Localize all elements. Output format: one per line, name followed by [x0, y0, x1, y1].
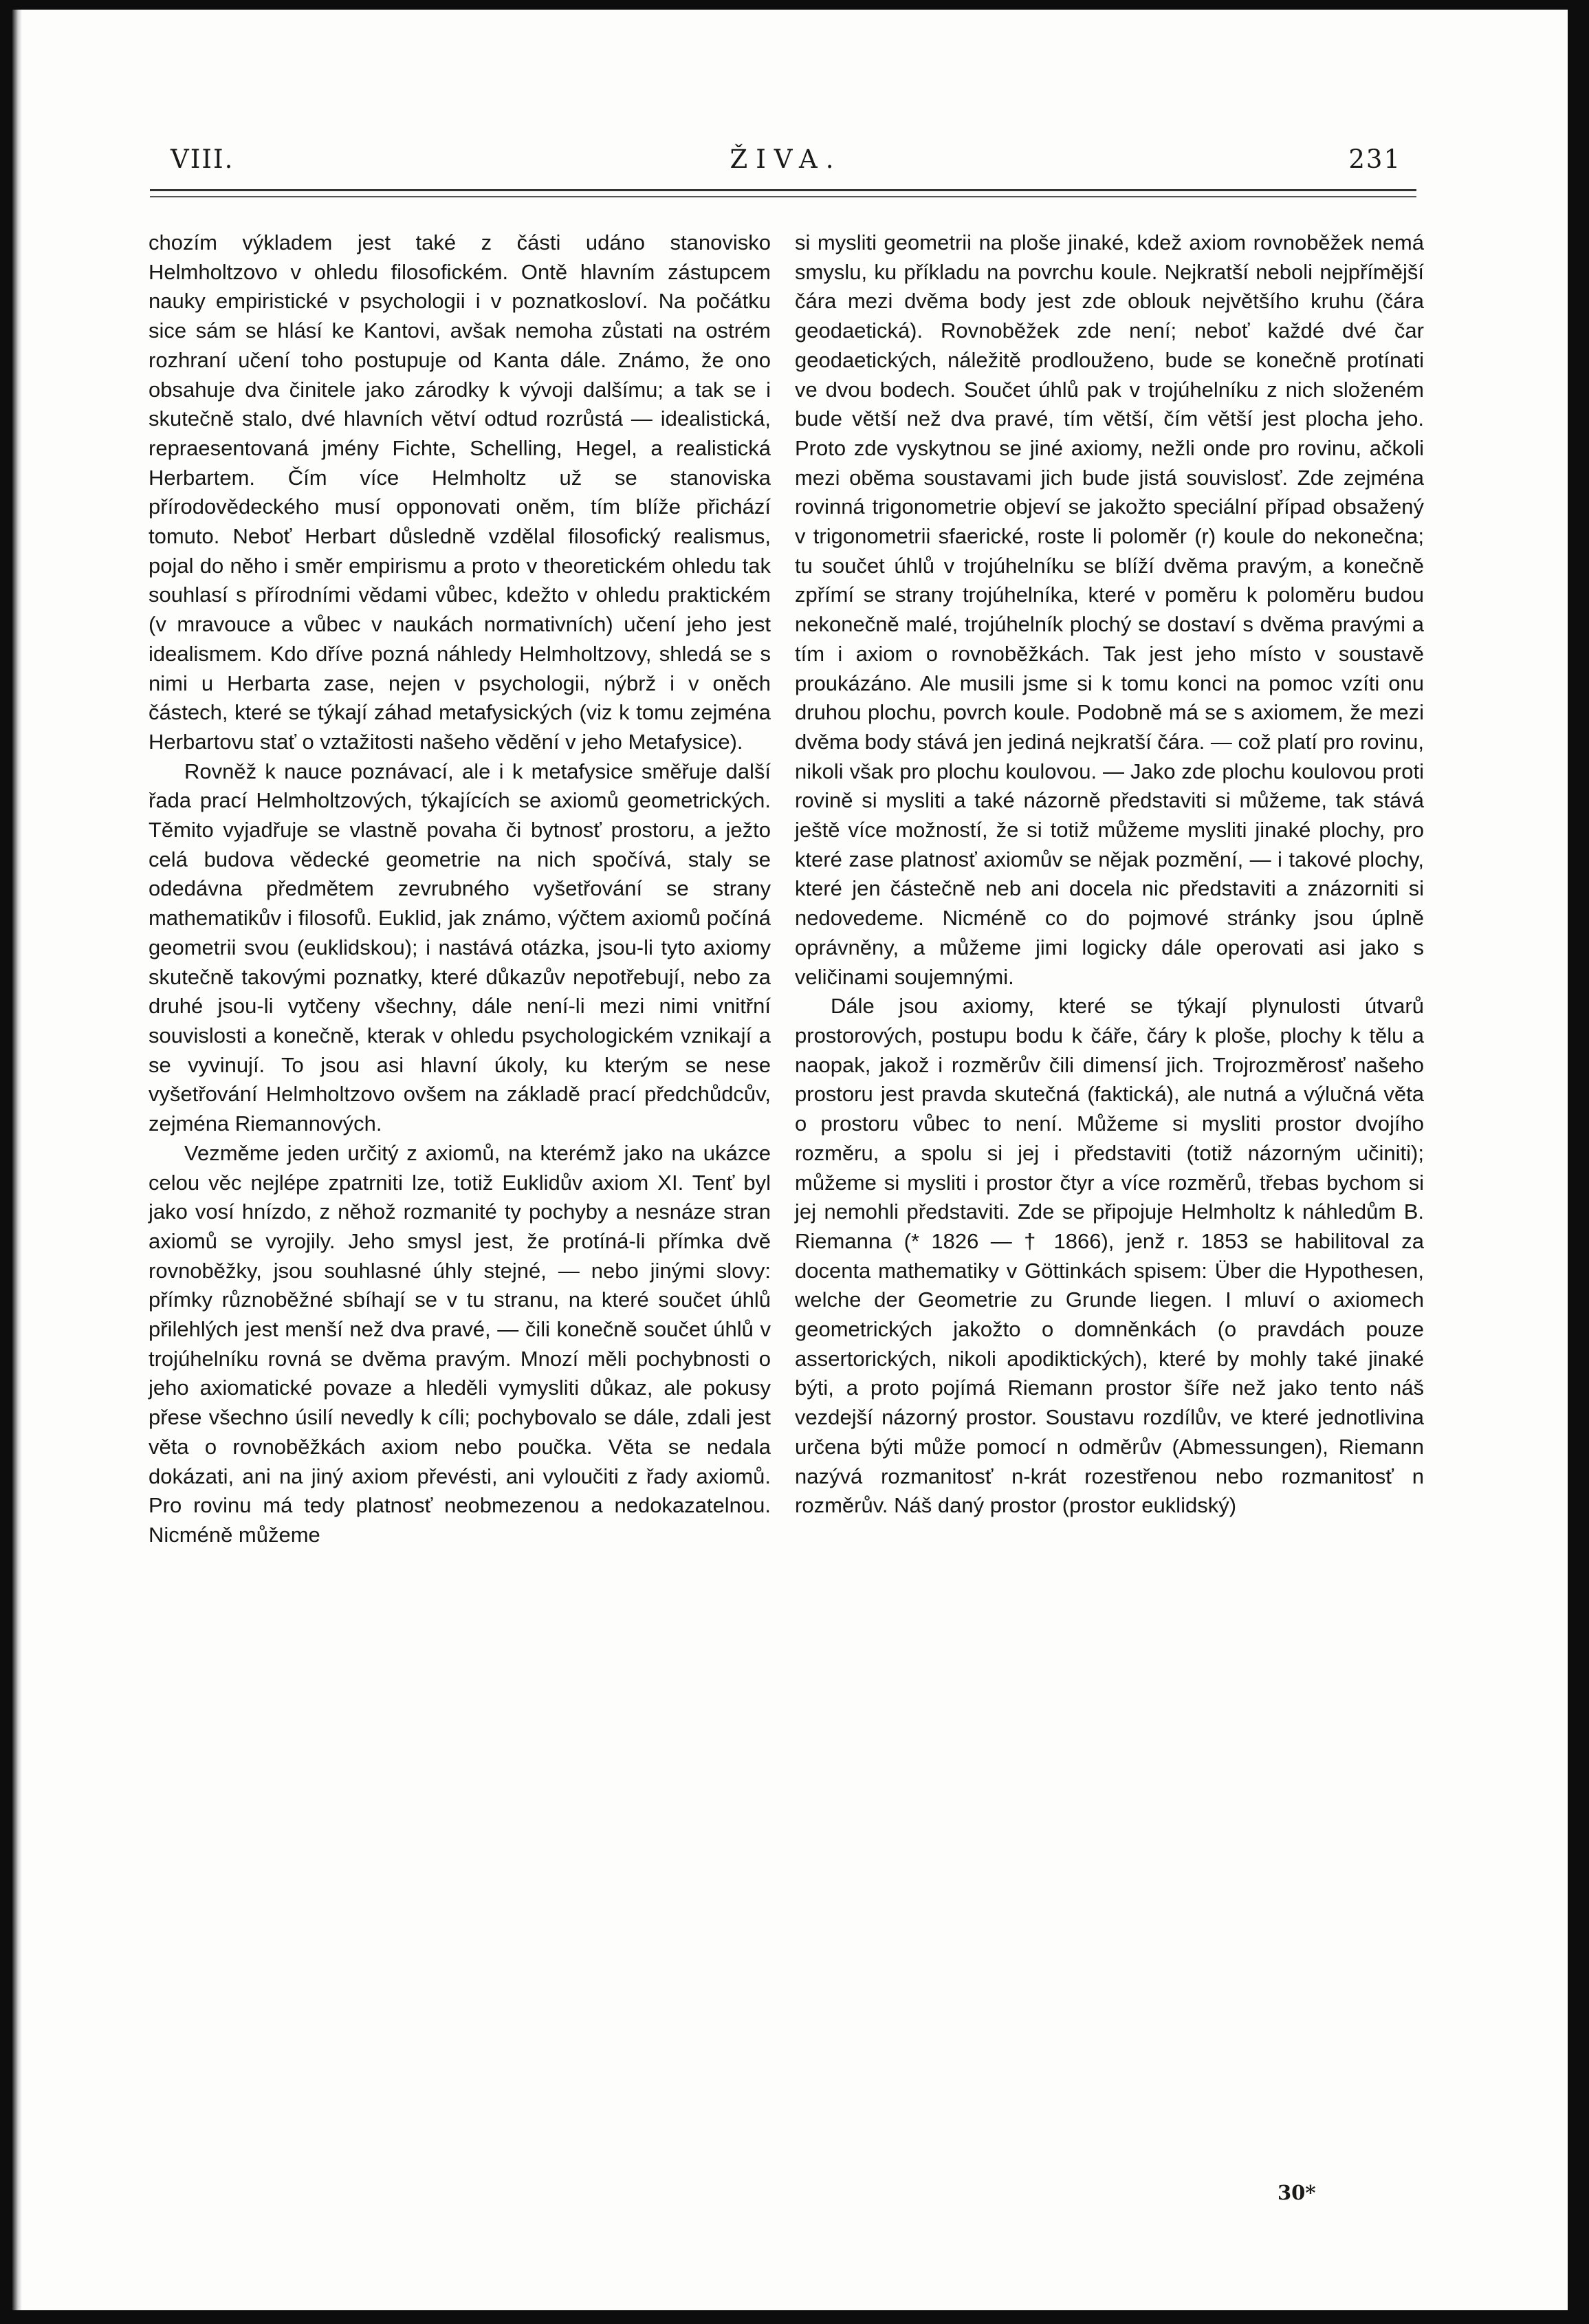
paragraph: Dále jsou axiomy, které se týkají plynulosti útvarů prostorových, postupu bodu k čáře, čáry k ploše, plochy k tělu a naopak, jakož i rozměrův čili dimensí jich. Trojrozměrosť našeho prostoru jest pravda skutečná (faktická), ale nutná a výlučná věta o prostoru vůbec to není. Můžeme si mysliti prostor dvojího rozměru, a spolu si jej i představiti (totiž názorným učiniti); můžeme si mysliti i prostor čtyr a více rozměrů, třebas bychom si jej nemohli představiti. Zde se připojuje Helmholtz k náhledům B. Riemanna (* 1826 — † 1866), jenž r. 1853 se habilitoval za docenta mathematiky v Göttinkách spisem: Über die Hypothesen, welche der Geometrie zu Grunde liegen. I mluví o axiomech geometrických jakožto o domněnkách (o pravdách pouze assertorických, nikoli apodiktických), které by mohly také jinaké býti, a proto pojímá Riemann prostor šíře než jako tento náš vezdejší názorný prostor. Soustavu rozdílův, ve které jednotlivina určena býti může pomocí n odměrův (Abmessungen), Riemann nazývá rozmanitosť n-krát rozestřenou nebo rozmanitosť n rozměrův. Náš daný prostor (prostor euklidský)	[795, 994, 1424, 1518]
header-rule-thick	[150, 189, 1416, 191]
page-binding-edge	[12, 10, 22, 2310]
header-rule-thin	[150, 196, 1416, 197]
page-number: 231	[1348, 144, 1401, 174]
volume-number: VIII.	[171, 144, 234, 174]
left-text-column	[149, 228, 771, 1550]
right-text-column	[795, 228, 1424, 1521]
journal-page	[12, 10, 1568, 2310]
paragraph: si mysliti geometrii na ploše jinaké, kdež axiom rovnoběžek nemá smyslu, ku příkladu na povrchu koule. Nejkratší neboli nejpřímější čára mezi dvěma body jest zde oblouk největšího kruhu (čára geodaetická). Rovnoběžek zde není; neboť každé dvé čar geodaetických, náležitě prodlouženo, bude se konečně protínati ve dvou bodech. Součet úhlů pak v trojúhelníku z nich složeném bude větší než dva pravé, tím větší, čím větší jest plocha jeho. Proto zde vyskytnou se jiné axiomy, nežli onde pro rovinu, ačkoli mezi oběma soustavami jich bude jistá souvislosť. Zde zejména rovinná trigonometrie objeví se jakožto speciální případ obsažený v trigonometrii sfaerické, roste li poloměr (r) koule do nekonečna; tu součet úhlů v trojúhelníku se blíží dvěma pravým, a konečně zpřímí se strany trojúhelníka, které v poměru k poloměru budou nekonečně malé, trojúhelník plochý se dostaví s dvěma pravými a tím i axiom o rovnoběžkách. Tak jest jeho místo v soustavě proukázáno. Ale musili jsme si k tomu konci na pomoc vzíti onu druhou plochu, povrch koule. Podobně má se s axiomem, že mezi dvěma body stává jen jediná nejkratší čára. — což platí pro rovinu, nikoli však pro plochu koulovou. — Jako zde plochu koulovou proti rovině si mysliti a také názorně představiti si můžeme, tak stává ještě více možností, že si totiž můžeme mysliti jinaké plochy, pro které zase platnosť axiomův se nějak pozmění, — i takové plochy, které jen částečně neb ani docela nic představiti a znázorniti si nedovedeme. Nicméně co do pojmové stránky jsou úplně oprávněny, a můžeme jimi logicky dále operovati asi jako s veličinami soujemnými.	[795, 230, 1424, 989]
journal-title: ŽIVA.	[730, 144, 842, 174]
paragraph: Rovněž k nauce poznávací, ale i k metafysice směřuje další řada prací Helmholtzových, týkajících se axiomů geometrických. Těmito vyjadřuje se vlastně povaha či bytnosť prostoru, a ježto celá budova vědecké geometrie na nich spočívá, staly se odedávna předmětem zevrubného vyšetřování se strany mathematikův i filosofů. Euklid, jak známo, výčtem axiomů počíná geometrii svou (euklidskou); i nastává otázka, jsou-li tyto axiomy skutečně takovými poznatky, které důkazův nepotřebují, nebo za druhé jsou-li vytčeny všechny, dále není-li mezi nimi vnitřní souvislosti a konečně, kterak v ohledu psychologickém vznikají a se vyvinují. To jsou asi hlavní úkoly, ku kterým se nese vyšetřování Helmholtzovo ovšem na základě prací předchůdcův, zejména Riemannových.	[149, 759, 771, 1136]
paragraph: Vezměme jeden určitý z axiomů, na kterémž jako na ukázce celou věc nejlépe zpatrniti lze, totiž Euklidův axiom XI. Tenť byl jako vosí hnízdo, z něhož rozmanité ty pochyby a nesnáze stran axiomů se vyrojily. Jeho smysl jest, že protíná-li přímka dvě rovnoběžky, jsou souhlasné úhly stejné, — nebo jinými slovy: přímky různoběžné sbíhají se v tu stranu, na které součet úhlů přilehlých jest menší než dva pravé, — čili konečně součet úhlů v trojúhelníku rovná se dvěma pravým. Mnozí měli pochybnosti o jeho axiomatické povaze a hleděli vymysliti důkaz, ale pokusy přese všechno úsilí nevedly k cíli; pochybovalo se dále, zdali jest věta o rovnoběžkách axiom nebo poučka. Věta se nedala dokázati, ani na jiný axiom převésti, ani vyloučiti z řady axiomů. Pro rovinu má tedy platnosť neobmezenou a nedokazatelnou. Nicméně můžeme	[149, 1140, 771, 1547]
paragraph: chozím výkladem jest také z části udáno stanovisko Helmholtzovo v ohledu filosofickém. Ontě hlavním zástupcem nauky empiristické v psychologii i v poznatkosloví. Na počátku sice sám se hlásí ke Kantovi, avšak nemoha zůstati na ostrém rozhraní učení toho postupuje od Kanta dále. Známo, že ono obsahuje dva činitele jako zárodky k vývoji dalšímu; a tak se i skutečně stalo, dvé hlavních větví odtud rozrůstá — idealistická, repraesentovaná jmény Fichte, Schelling, Hegel, a realistická Herbartem. Čím více Helmholtz už se stanoviska přírodovědeckého musí opponovati oněm, tím blíže přichází tomuto. Neboť Herbart důsledně vzdělal filosofický realismus, pojal do něho i směr empirismu a proto v theoretickém ohledu tak souhlasí s přírodními vědami vůbec, kdežto v ohledu praktickém (v mravouce a vůbec v naukách normativních) učení jeho jest idealismem. Kdo dříve pozná náhledy Helmholtzovy, shledá se s nimi u Herbarta zase, nejen v psychologii, nýbrž i v oněch částech, které se týkají záhad metafysických (viz k tomu zejména Herbartovu stať o vztažitosti našeho vědění v jeho Metafysice).	[149, 230, 771, 754]
printer-signature: 30*	[1278, 2181, 1316, 2204]
running-header	[171, 144, 1401, 186]
